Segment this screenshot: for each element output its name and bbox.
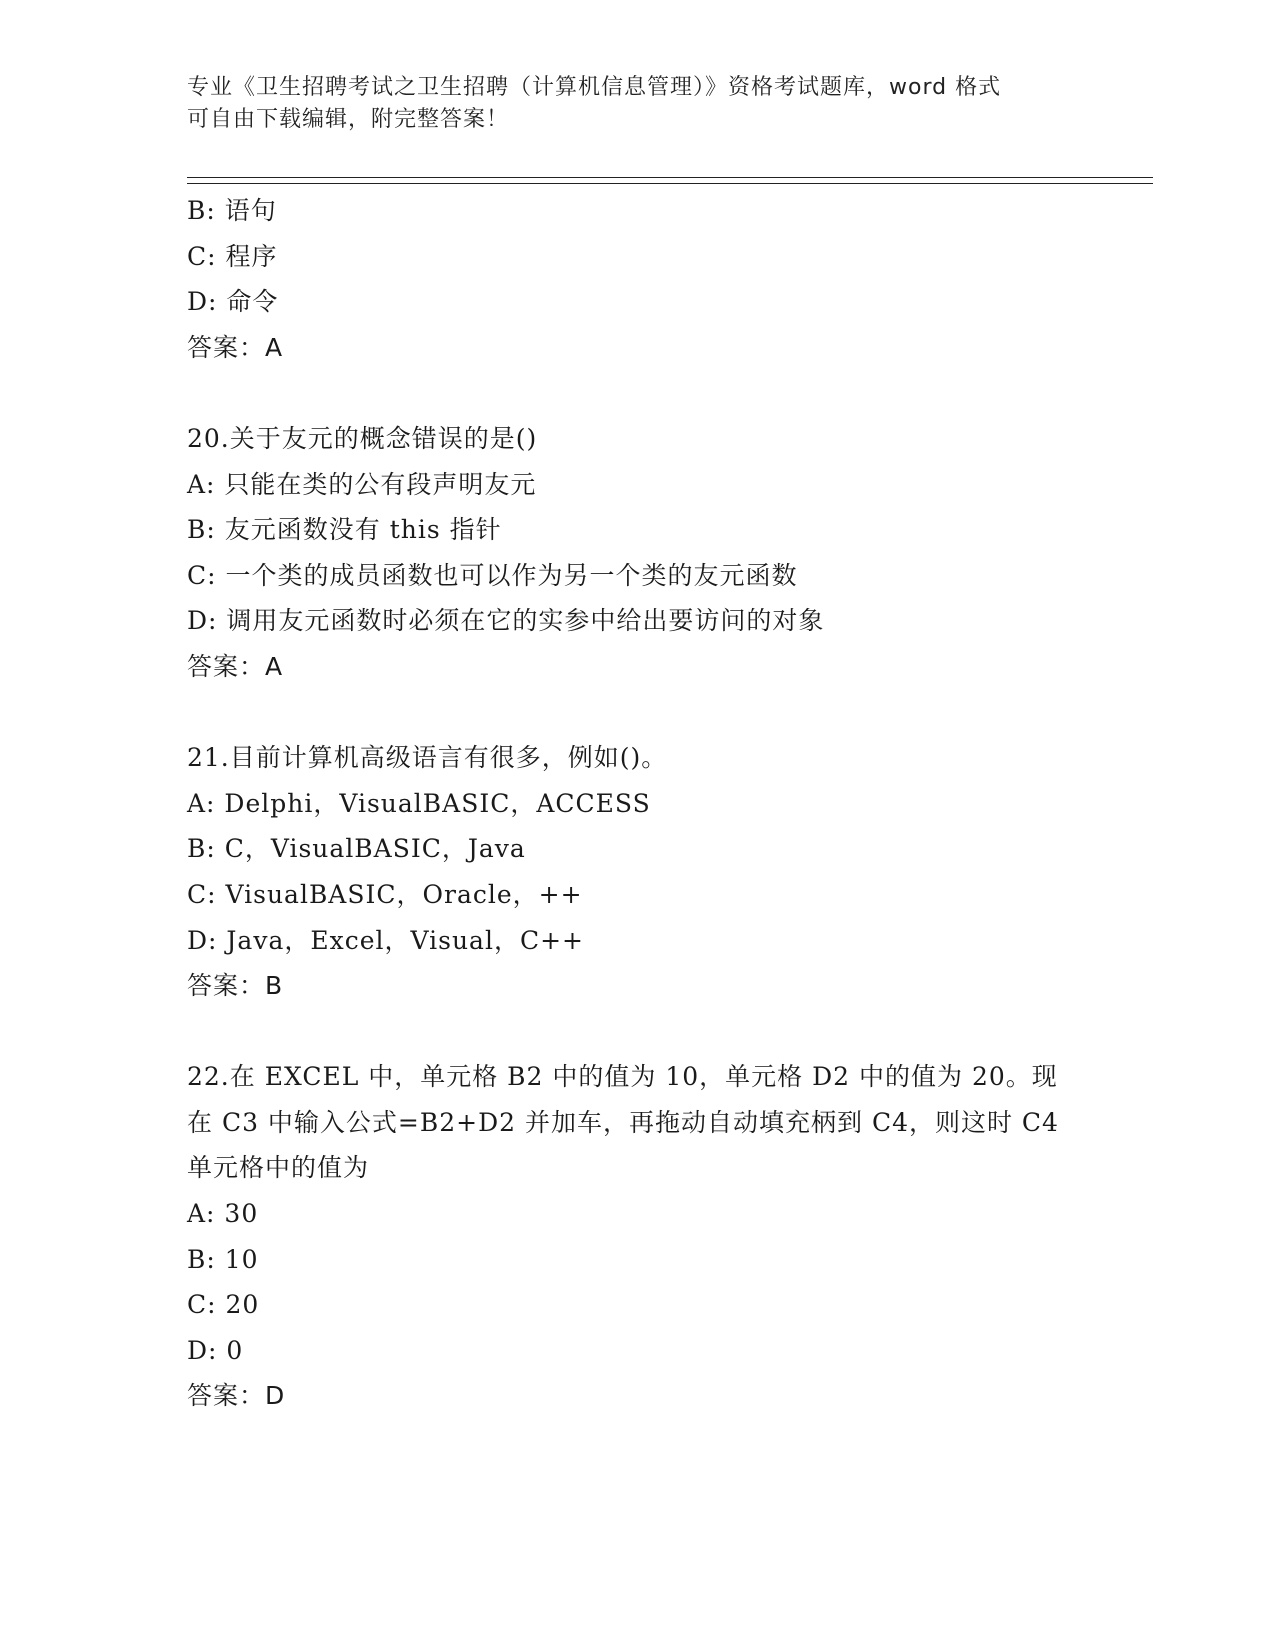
option-b: B: 友元函数没有 this 指针 [187, 515, 502, 545]
question-20 [187, 416, 1087, 690]
option-c: C: 一个类的成员函数也可以作为另一个类的友元函数 [187, 560, 798, 590]
answer: 答案：D [187, 1381, 286, 1411]
option-d: D: Java，Excel，Visual，C++ [187, 925, 584, 955]
question-stem-line-2: 在 C3 中输入公式=B2+D2 并加车，再拖动自动填充柄到 C4，则这时 C4 [187, 1107, 1059, 1137]
header-line-2: 可自由下载编辑，附完整答案！ [187, 107, 510, 132]
option-b: B: 语句 [187, 196, 277, 225]
spacer [187, 690, 1087, 736]
option-b: B: C，VisualBASIC，Java [187, 834, 526, 864]
option-a: A: 30 [187, 1199, 259, 1229]
question-stem: 21.目前计算机高级语言有很多，例如()。 [187, 743, 668, 773]
option-b: B: 10 [187, 1244, 259, 1274]
option-c: C: 20 [187, 1290, 260, 1320]
question-19-tail [187, 188, 1087, 370]
question-22 [187, 1054, 1087, 1419]
option-a: A: 只能在类的公有段声明友元 [187, 469, 537, 499]
option-d: D: 0 [187, 1335, 244, 1365]
question-stem-line-3: 单元格中的值为 [187, 1153, 370, 1183]
answer: 答案：B [187, 971, 284, 1001]
question-stem-line-1: 22.在 EXCEL 中，单元格 B2 中的值为 10，单元格 D2 中的值为 20。现 [187, 1062, 1058, 1092]
header-line-1: 专业《卫生招聘考试之卫生招聘（计算机信息管理）》资格考试题库，word 格式 [187, 75, 1002, 100]
spacer [187, 1009, 1087, 1055]
answer: 答案：A [187, 332, 284, 362]
option-d: D: 命令 [187, 287, 279, 317]
answer: 答案：A [187, 651, 284, 681]
question-stem: 20.关于友元的概念错误的是() [187, 423, 538, 453]
header-divider-top [187, 177, 1153, 178]
document-header [187, 72, 1067, 136]
option-c: C: 程序 [187, 241, 278, 271]
option-d: D: 调用友元函数时必须在它的实参中给出要访问的对象 [187, 606, 825, 636]
option-a: A: Delphi，VisualBASIC，ACCESS [187, 788, 651, 818]
header-divider-bottom [187, 183, 1153, 184]
option-c: C: VisualBASIC，Oracle，++ [187, 879, 583, 909]
question-list [187, 188, 1087, 1419]
spacer [187, 370, 1087, 416]
question-21 [187, 735, 1087, 1009]
